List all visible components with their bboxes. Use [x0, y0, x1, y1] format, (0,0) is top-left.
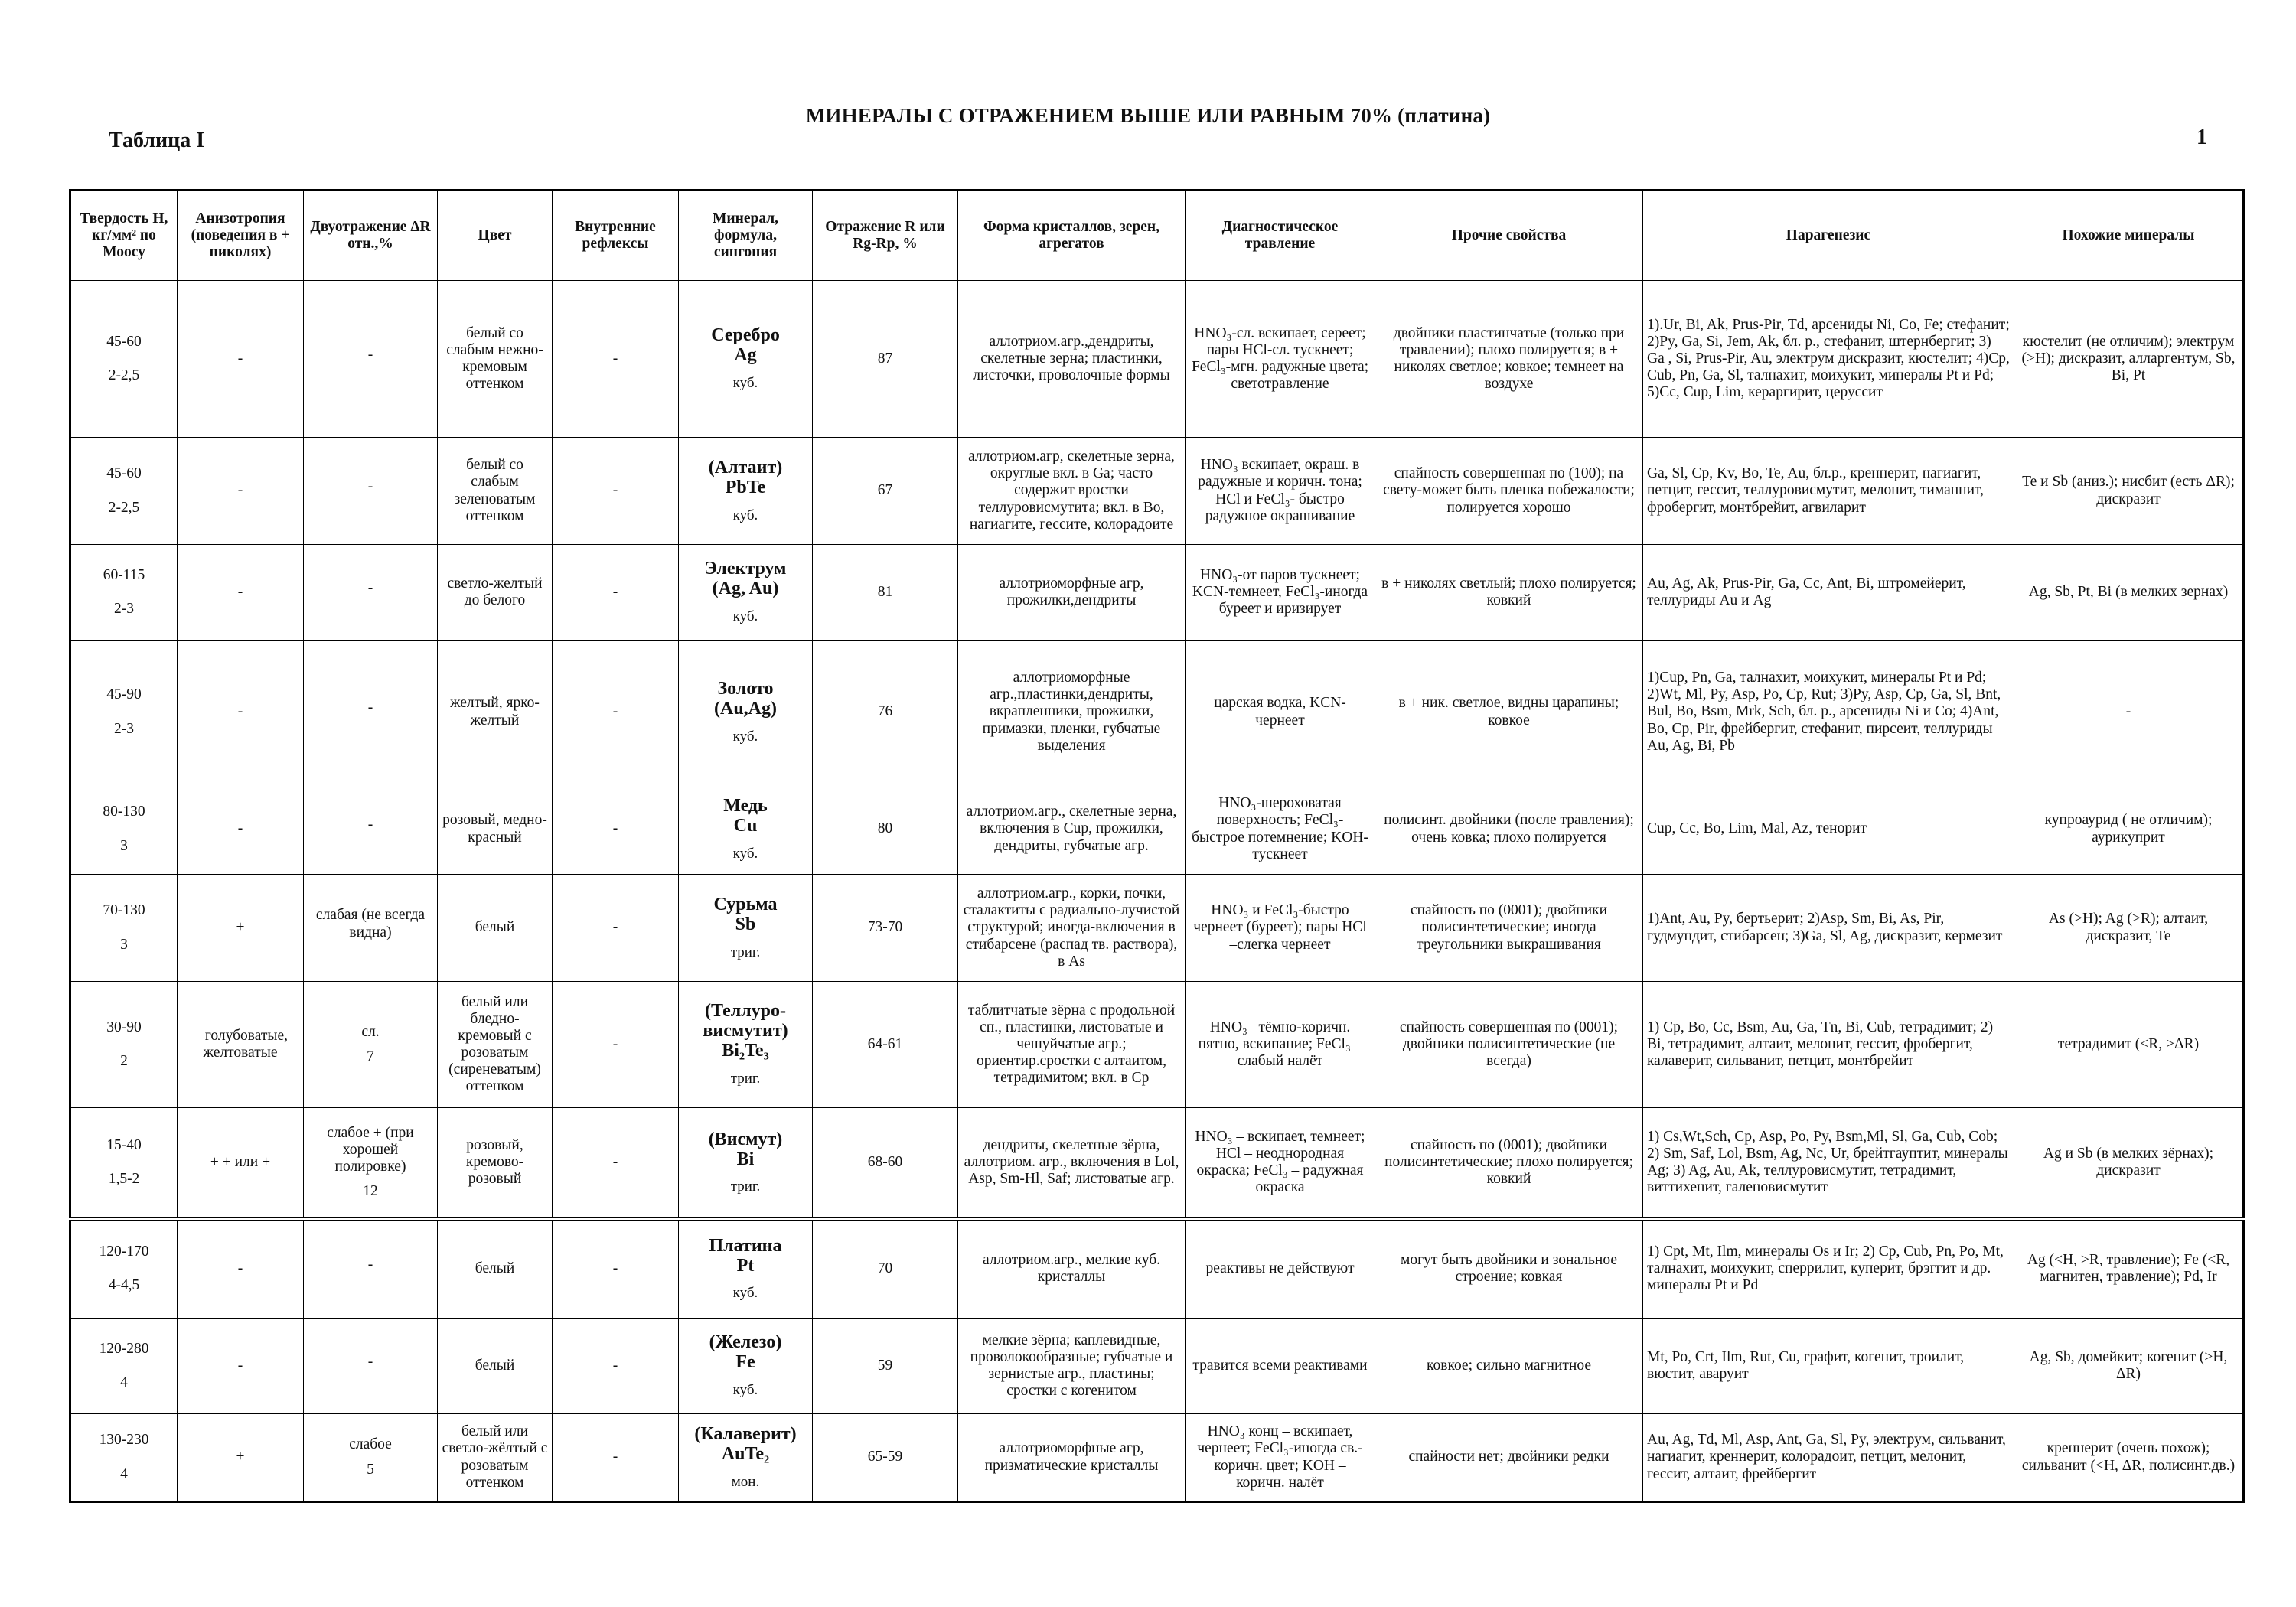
internal-reflex-cell: -	[553, 281, 679, 438]
birefl-cell	[304, 641, 438, 784]
etching-cell: царская водка, KCN-чернеет	[1186, 641, 1375, 784]
mineral-syngony: триг.	[730, 1071, 761, 1087]
mineral-syngony: триг.	[730, 1178, 761, 1195]
mineral-syngony: куб.	[732, 608, 758, 625]
similar-minerals-cell: Ag (<H, >R, травление); Fe (<R, магнитен, травление); Pd, Ir	[2014, 1219, 2244, 1319]
reflectance-cell: 76	[813, 641, 958, 784]
mineral-cell	[679, 1108, 813, 1219]
reflectance-cell: 80	[813, 784, 958, 875]
other-properties-cell: спайность совершенная по (100); на свету-может быть пленка побежалости; полируется хорошо	[1375, 438, 1643, 545]
paragenesis-cell: 1)Ant, Au, Py, бертьерит; 2)Asp, Sm, Bi, As, Pir, гудмундит, стибарсен; 3)Ga, Sl, Ag, дискразит, кермезит	[1643, 875, 2014, 982]
mineral-syngony: куб.	[732, 1382, 758, 1399]
etching-cell: HNO₃ конц – вскипает, чернеет; FeCl₃-иногда св.-коричн. цвет; KOH – коричн. налёт	[1186, 1414, 1375, 1502]
reflectance-cell: 81	[813, 545, 958, 641]
hardness-mohs: 2	[120, 1053, 128, 1069]
hardness-mohs: 4	[120, 1465, 128, 1482]
col-header-birefl: Двуотражение ΔR отн.,%	[304, 191, 438, 281]
hardness-h: 120-170	[99, 1244, 149, 1260]
anisotropy-cell: -	[178, 1319, 304, 1414]
similar-minerals-cell: купроаурид ( не отличим); аурикуприт	[2014, 784, 2244, 875]
anisotropy-cell: -	[178, 641, 304, 784]
paragenesis-cell: Mt, Po, Crt, Ilm, Rut, Cu, графит, когенит, троилит, вюстит, аваруит	[1643, 1319, 2014, 1414]
table-label: Таблица I	[109, 129, 205, 152]
other-properties-cell: спайность совершенная по (0001); двойники полисинтетические (не всегда)	[1375, 982, 1643, 1108]
mineral-syngony: куб.	[732, 845, 758, 862]
internal-reflex-cell: -	[553, 1319, 679, 1414]
hardness-h: 130-230	[99, 1432, 149, 1449]
col-header-other: Прочие свойства	[1375, 191, 1643, 281]
table-row	[70, 1219, 2244, 1319]
hardness-cell	[70, 1414, 178, 1502]
etching-cell: HNO₃ – вскипает, темнеет; HCl – неоднородная окраска; FeCl₃ – радужная окраска	[1186, 1108, 1375, 1219]
reflectance-cell: 73-70	[813, 875, 958, 982]
birefl-text: -	[367, 817, 373, 833]
hardness-h: 30-90	[106, 1019, 142, 1035]
similar-minerals-cell: Te и Sb (аниз.); нисбит (есть ΔR); дискразит	[2014, 438, 2244, 545]
reflectance-cell: 59	[813, 1319, 958, 1414]
similar-minerals-cell: креннерит (очень похож); сильванит (<H, ΔR, полисинт.дв.)	[2014, 1414, 2244, 1502]
birefl-cell	[304, 1319, 438, 1414]
birefl-cell	[304, 875, 438, 982]
col-header-hardness: Твердость H, кг/мм² по Моосу	[70, 191, 178, 281]
table-row	[70, 1319, 2244, 1414]
hardness-cell	[70, 438, 178, 545]
mineral-cell	[679, 875, 813, 982]
birefl-text: -	[367, 1257, 373, 1273]
etching-cell: травится всеми реактивами	[1186, 1319, 1375, 1414]
mineral-formula: Ag	[734, 345, 757, 366]
hardness-h: 120-280	[99, 1340, 149, 1357]
birefl-value: 5	[367, 1461, 374, 1478]
form-cell: аллотриоморфные агр, призматические кристаллы	[958, 1414, 1186, 1502]
color-cell: светло-желтый до белого	[438, 545, 553, 641]
similar-minerals-cell: Ag, Sb, домейкит; когенит (>H, ΔR)	[2014, 1319, 2244, 1414]
form-cell: мелкие зёрна; каплевидные, проволокообразные; губчатые и зернистые агр., пластины; сростки с когенитом	[958, 1319, 1186, 1414]
page-title: МИНЕРАЛЫ С ОТРАЖЕНИЕМ ВЫШЕ ИЛИ РАВНЫМ 70% (платина)	[805, 104, 1491, 127]
mineral-formula: Cu	[733, 815, 758, 836]
hardness-h: 45-90	[106, 686, 142, 703]
other-properties-cell: спайность по (0001); двойники полисинтетические; плохо полируется; ковкий	[1375, 1108, 1643, 1219]
birefl-text: слабое	[349, 1436, 392, 1453]
hardness-h: 80-130	[103, 804, 145, 820]
birefl-value: 12	[363, 1183, 378, 1200]
internal-reflex-cell: -	[553, 438, 679, 545]
col-header-reflect: Отражение R или Rg-Rp, %	[813, 191, 958, 281]
hardness-h: 45-60	[106, 333, 142, 350]
paragenesis-cell: Cup, Cc, Bo, Lim, Mal, Az, тенорит	[1643, 784, 2014, 875]
etching-cell: HNO₃-сл. вскипает, сереет; пары HCl-сл. тускнеет; FeCl₃-мгн. радужные цвета; светотравление	[1186, 281, 1375, 438]
anisotropy-cell: +	[178, 875, 304, 982]
mineral-formula: (Ag, Au)	[712, 579, 779, 599]
form-cell: аллотриом.агр., скелетные зерна, включения в Cup, прожилки, дендриты, губчатые агр.	[958, 784, 1186, 875]
reflectance-cell: 67	[813, 438, 958, 545]
birefl-text: -	[367, 1353, 373, 1370]
birefl-text: -	[367, 478, 373, 495]
mineral-cell	[679, 1219, 813, 1319]
etching-cell: HNO₃-от паров тускнеет; KCN-темнеет, FeCl₃-иногда буреет и иризирует	[1186, 545, 1375, 641]
birefl-cell	[304, 545, 438, 641]
form-cell: дендриты, скелетные зёрна, аллотриом. агр., включения в Lol, Asp, Sm-Hl, Saf; листоватые агр.	[958, 1108, 1186, 1219]
anisotropy-cell: + голубоватые, желтоватые	[178, 982, 304, 1108]
similar-minerals-cell: As (>H); Ag (>R); алтаит, дискразит, Te	[2014, 875, 2244, 982]
table-row	[70, 438, 2244, 545]
col-header-form: Форма кристаллов, зерен, агрегатов	[958, 191, 1186, 281]
internal-reflex-cell: -	[553, 875, 679, 982]
mineral-cell	[679, 784, 813, 875]
hardness-mohs: 2-3	[114, 720, 134, 737]
mineral-cell	[679, 281, 813, 438]
mineral-formula: Bi₂Te₃	[722, 1041, 769, 1061]
color-cell: белый или бледно-кремовый с розоватым (сиреневатым) оттенком	[438, 982, 553, 1108]
hardness-h: 70-130	[103, 902, 145, 919]
birefl-text: сл.	[361, 1023, 380, 1040]
color-cell: белый	[438, 875, 553, 982]
mineral-name: (Калаверит)	[694, 1423, 797, 1444]
hardness-mohs: 3	[120, 936, 128, 953]
color-cell: розовый, кремово-розовый	[438, 1108, 553, 1219]
mineral-cell	[679, 1319, 813, 1414]
birefl-text: -	[367, 346, 373, 363]
hardness-h: 45-60	[106, 465, 142, 482]
birefl-text: слабая (не всегда видна)	[315, 907, 426, 940]
other-properties-cell: двойники пластинчатые (только при травлении); плохо полируется; в + николях светлое; ковкое; темнеет на воздухе	[1375, 281, 1643, 438]
etching-cell: HNO₃ –тёмно-коричн. пятно, вскипание; FeCl₃ –слабый налёт	[1186, 982, 1375, 1108]
internal-reflex-cell: -	[553, 1219, 679, 1319]
mineral-formula: Fe	[735, 1352, 755, 1373]
page-number: 1	[2197, 125, 2207, 149]
mineral-name: Медь	[723, 795, 768, 816]
similar-minerals-cell: Ag и Sb (в мелких зёрнах); дискразит	[2014, 1108, 2244, 1219]
hardness-mohs: 4	[120, 1374, 128, 1390]
other-properties-cell: ковкое; сильно магнитное	[1375, 1319, 1643, 1414]
mineral-name: Платина	[709, 1235, 782, 1256]
etching-cell: HNO₃-шероховатая поверхность; FeCl₃- быстрое потемнение; KOH-тускнеет	[1186, 784, 1375, 875]
col-header-paragenesis: Парагенезис	[1643, 191, 2014, 281]
color-cell: белый	[438, 1219, 553, 1319]
hardness-h: 60-115	[103, 566, 145, 583]
internal-reflex-cell: -	[553, 784, 679, 875]
mineral-formula: Sb	[735, 914, 756, 934]
hardness-mohs: 2-2,5	[108, 499, 140, 516]
table-row	[70, 875, 2244, 982]
mineral-formula: (Au,Ag)	[714, 698, 777, 719]
anisotropy-cell: +	[178, 1414, 304, 1502]
hardness-mohs: 2-3	[114, 601, 134, 617]
color-cell: белый со слабым нежно-кремовым оттенком	[438, 281, 553, 438]
birefl-cell	[304, 1414, 438, 1502]
mineral-syngony: мон.	[731, 1473, 760, 1490]
internal-reflex-cell: -	[553, 982, 679, 1108]
mineral-cell	[679, 438, 813, 545]
hardness-cell	[70, 545, 178, 641]
similar-minerals-cell: тетрадимит (<R, >ΔR)	[2014, 982, 2244, 1108]
similar-minerals-cell: -	[2014, 641, 2244, 784]
anisotropy-cell: -	[178, 1219, 304, 1319]
birefl-cell	[304, 1108, 438, 1219]
table-row	[70, 545, 2244, 641]
paragenesis-cell: Au, Ag, Ak, Prus-Pir, Ga, Cc, Ant, Bi, штромейерит, теллуриды Au и Ag	[1643, 545, 2014, 641]
mineral-name: (Железо)	[709, 1332, 782, 1353]
mineral-formula: AuTe₂	[721, 1443, 770, 1464]
mineral-cell	[679, 641, 813, 784]
mineral-formula: Pt	[736, 1255, 755, 1276]
hardness-cell	[70, 1108, 178, 1219]
hardness-mohs: 3	[120, 837, 128, 854]
similar-minerals-cell: Ag, Sb, Pt, Bi (в мелких зернах)	[2014, 545, 2244, 641]
minerals-table	[69, 189, 2245, 1503]
paragenesis-cell: 1).Ur, Bi, Ak, Prus-Pir, Td, арсениды Ni, Co, Fe; стефанит; 2)Py, Ga, Si, Jem, Ak, бл. р., стефанит, штернбергит; 3) Ga , Si, Prus-Pir, Au, электрум дискразит, кюстелит; 4)Cp, Cub, Pn, Ga, Sl, талнахит, моихукит, минералы Pt и Pd; 5)Cc, Cup, Lim, кераргирит, церуссит	[1643, 281, 2014, 438]
reflectance-cell: 68-60	[813, 1108, 958, 1219]
anisotropy-cell: -	[178, 438, 304, 545]
mineral-name: (Алтаит)	[708, 457, 783, 478]
birefl-cell	[304, 438, 438, 545]
internal-reflex-cell: -	[553, 1414, 679, 1502]
mineral-syngony: триг.	[730, 944, 761, 960]
mineral-name: (Теллуро-висмутит)	[703, 1001, 788, 1041]
hardness-cell	[70, 641, 178, 784]
internal-reflex-cell: -	[553, 545, 679, 641]
internal-reflex-cell: -	[553, 641, 679, 784]
form-cell: аллотриоморфные агр.,пластинки,дендриты, вкрапленники, прожилки, примазки, пленки, губчатые выделения	[958, 641, 1186, 784]
form-cell: аллотриом.агр., корки, почки, сталактиты с радиально-лучистой структурой; иногда-включения в стибарсене (распад тв. раствора), в As	[958, 875, 1186, 982]
hardness-cell	[70, 982, 178, 1108]
mineral-name: Серебро	[711, 325, 780, 346]
col-header-anisotropy: Анизотропия (поведения в + николях)	[178, 191, 304, 281]
etching-cell: HNO₃ и FeCl₃-быстро чернеет (буреет); пары HCl –слегка чернеет	[1186, 875, 1375, 982]
form-cell: аллотриом.агр., мелкие куб. кристаллы	[958, 1219, 1186, 1319]
color-cell: белый	[438, 1319, 553, 1414]
paragenesis-cell: 1) Cpt, Mt, Ilm, минералы Os и Ir; 2) Cp, Cub, Pn, Po, Mt, талнахит, моихукит, сперрилит, куперит, брэггит и др. минералы Pt и Pd	[1643, 1219, 2014, 1319]
col-header-etch: Диагностическое травление	[1186, 191, 1375, 281]
col-header-color: Цвет	[438, 191, 553, 281]
hardness-mohs: 1,5-2	[108, 1171, 140, 1188]
hardness-cell	[70, 281, 178, 438]
mineral-name: Электрум	[704, 559, 787, 579]
form-cell: аллотриом.агр, скелетные зерна, округлые вкл. в Ga; часто содержит вростки теллуровисмутита; вкл. в Bo, нагиагите, гессите, колорадоите	[958, 438, 1186, 545]
mineral-syngony: куб.	[732, 375, 758, 392]
hardness-cell	[70, 875, 178, 982]
other-properties-cell: спайность по (0001); двойники полисинтетические; иногда треугольники выкрашивания	[1375, 875, 1643, 982]
other-properties-cell: в + николях светлый; плохо полируется; ковкий	[1375, 545, 1643, 641]
hardness-mohs: 2-2,5	[108, 367, 140, 383]
mineral-formula: PbTe	[725, 477, 766, 497]
color-cell: белый со слабым зеленоватым оттенком	[438, 438, 553, 545]
etching-cell: HNO₃ вскипает, окраш. в радужные и коричн. тона; HCl и FeCl₃- быстро радужное окрашивание	[1186, 438, 1375, 545]
color-cell: розовый, медно-красный	[438, 784, 553, 875]
anisotropy-cell: + + или +	[178, 1108, 304, 1219]
table-row	[70, 982, 2244, 1108]
table-row	[70, 281, 2244, 438]
table-row	[70, 1414, 2244, 1502]
paragenesis-cell: 1) Cp, Bo, Cc, Bsm, Au, Ga, Tn, Bi, Cub, тетрадимит; 2) Bi, тетрадимит, алтаит, мелонит, гессит, фробергит, калаверит, сильванит, петцит, монтбрейит	[1643, 982, 2014, 1108]
anisotropy-cell: -	[178, 281, 304, 438]
birefl-value: 7	[367, 1048, 374, 1064]
anisotropy-cell: -	[178, 545, 304, 641]
col-header-mineral: Минерал, формула, сингония	[679, 191, 813, 281]
col-header-similar: Похожие минералы	[2014, 191, 2244, 281]
hardness-cell	[70, 1319, 178, 1414]
mineral-cell	[679, 545, 813, 641]
anisotropy-cell: -	[178, 784, 304, 875]
table-header-row	[70, 191, 2244, 281]
mineral-name: Золото	[717, 678, 774, 699]
col-header-internal: Внутренние рефлексы	[553, 191, 679, 281]
other-properties-cell: полисинт. двойники (после травления); очень ковка; плохо полируется	[1375, 784, 1643, 875]
paragenesis-cell: Ga, Sl, Cp, Kv, Bo, Te, Au, бл.р., креннерит, нагиагит, петцит, гессит, теллуровисмутит, мелонит, тиманнит, фробергит, монтбрейит, агвиларит	[1643, 438, 2014, 545]
birefl-cell	[304, 784, 438, 875]
form-cell: таблитчатые зёрна с продольной сп., пластинки, листоватые и чешуйчатые агр.; ориентир.сростки с алтаитом, тетрадимитом; вкл. в Cp	[958, 982, 1186, 1108]
hardness-mohs: 4-4,5	[108, 1277, 140, 1294]
other-properties-cell: спайности нет; двойники редки	[1375, 1414, 1643, 1502]
similar-minerals-cell: кюстелит (не отличим); электрум (>H); дискразит, алларгентум, Sb, Bi, Pt	[2014, 281, 2244, 438]
reflectance-cell: 87	[813, 281, 958, 438]
reflectance-cell: 70	[813, 1219, 958, 1319]
birefl-text: -	[367, 579, 373, 596]
paragenesis-cell: Au, Ag, Td, Ml, Asp, Ant, Ga, Sl, Py, электрум, сильванит, нагиагит, креннерит, колорадоит, петцит, мелонит, гессит, алтаит, фрейбергит	[1643, 1414, 2014, 1502]
mineral-formula: Bi	[736, 1149, 755, 1169]
reflectance-cell: 65-59	[813, 1414, 958, 1502]
table-row	[70, 641, 2244, 784]
mineral-cell	[679, 1414, 813, 1502]
hardness-h: 15-40	[106, 1137, 142, 1154]
internal-reflex-cell: -	[553, 1108, 679, 1219]
form-cell: аллотриоморфные агр, прожилки,дендриты	[958, 545, 1186, 641]
table-row	[70, 784, 2244, 875]
birefl-text: -	[367, 699, 373, 716]
reflectance-cell: 64-61	[813, 982, 958, 1108]
birefl-cell	[304, 281, 438, 438]
mineral-syngony: куб.	[732, 507, 758, 523]
form-cell: аллотриом.агр.,дендриты, скелетные зерна; пластинки, листочки, проволочные формы	[958, 281, 1186, 438]
mineral-syngony: куб.	[732, 1285, 758, 1302]
etching-cell: реактивы не действуют	[1186, 1219, 1375, 1319]
other-properties-cell: в + ник. светлое, видны царапины; ковкое	[1375, 641, 1643, 784]
hardness-cell	[70, 1219, 178, 1319]
color-cell: желтый, ярко-желтый	[438, 641, 553, 784]
mineral-name: Сурьма	[713, 894, 778, 914]
mineral-cell	[679, 982, 813, 1108]
table-row	[70, 1108, 2244, 1219]
birefl-text: слабое + (при хорошей полировке)	[327, 1125, 414, 1175]
birefl-cell	[304, 982, 438, 1108]
mineral-name: (Висмут)	[708, 1129, 783, 1149]
paragenesis-cell: 1)Cup, Pn, Ga, талнахит, моихукит, минералы Pt и Pd; 2)Wt, Ml, Py, Asp, Po, Cp, Rut; 3)Py, Asp, Cp, Ga, Sl, Bnt, Bul, Bo, Bsm, Mrk, Sch, бл. р., арсениды Ni и Co; 4)Ant, Bo, Cp, Pir, фрейбергит, стефанит, пирсеит, теллуриды Au, Ag, Bi, Pb	[1643, 641, 2014, 784]
paragenesis-cell: 1) Cs,Wt,Sch, Cp, Asp, Po, Py, Bsm,Ml, Sl, Ga, Cub, Cob; 2) Sm, Saf, Lol, Bsm, Ag, Nc, Ur, брейтгауптит, минералы Ag; 3) Ag, Au, Ak, теллуровисмутит, тетрадимит, виттихенит, галеновисмутит	[1643, 1108, 2014, 1219]
color-cell: белый или светло-жёлтый с розоватым оттенком	[438, 1414, 553, 1502]
hardness-cell	[70, 784, 178, 875]
mineral-syngony: куб.	[732, 728, 758, 745]
birefl-cell	[304, 1219, 438, 1319]
other-properties-cell: могут быть двойники и зональное строение; ковкая	[1375, 1219, 1643, 1319]
